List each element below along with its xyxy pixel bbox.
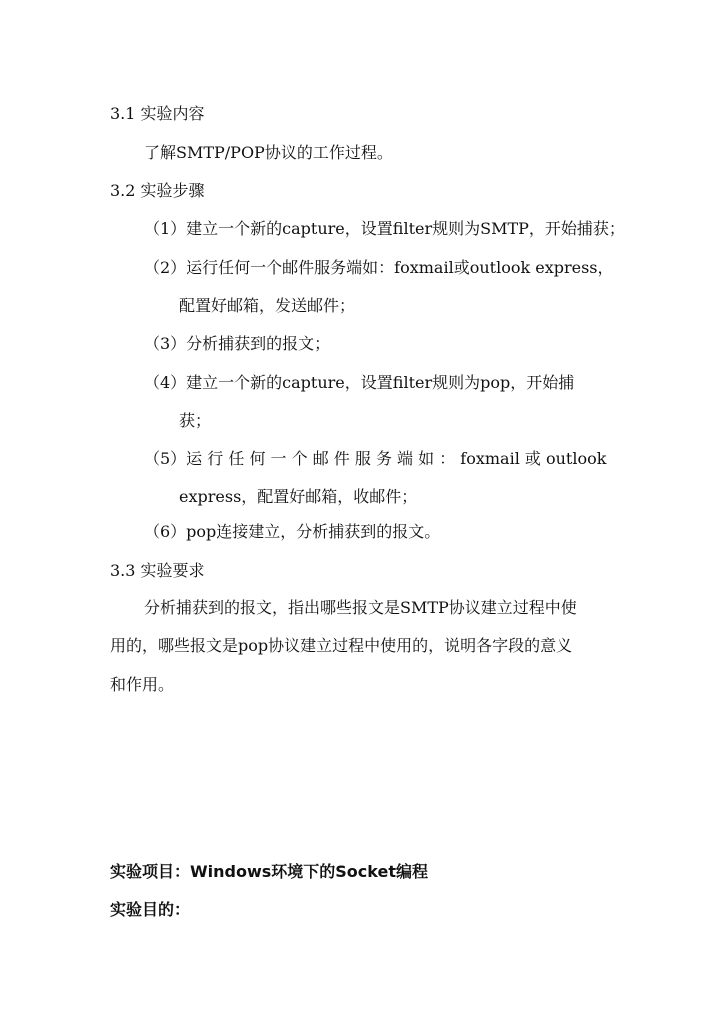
section-3-1-body: 了解SMTP/POP协议的工作过程。 (144, 143, 393, 162)
project-title: 实验项目：Windows环境下的Socket编程 (110, 862, 428, 881)
section-3-3-body-line-3: 和作用。 (110, 675, 175, 694)
section-3-2-heading: 3.2 实验步骤 (110, 181, 205, 200)
project-purpose-label: 实验目的： (110, 900, 191, 919)
step-5-line-2: express，配置好邮箱，收邮件； (179, 487, 418, 506)
step-1-line-1: （1）建立一个新的capture，设置filter规则为SMTP，开始捕获； (144, 219, 625, 238)
step-4-line-1: （4）建立一个新的capture，设置filter规则为pop，开始捕 (144, 373, 575, 392)
section-3-3-heading: 3.3 实验要求 (110, 561, 205, 580)
section-3-3-body-line-2: 用的，哪些报文是pop协议建立过程中使用的，说明各字段的意义 (110, 636, 573, 655)
section-3-1-heading: 3.1 实验内容 (110, 104, 205, 123)
step-6-line-1: （6）pop连接建立，分析捕获到的报文。 (144, 522, 441, 541)
section-3-3-body-line-1: 分析捕获到的报文，指出哪些报文是SMTP协议建立过程中使 (144, 598, 577, 617)
step-2-line-2: 配置好邮箱，发送邮件； (179, 296, 356, 315)
step-5-line-1: （5）运 行 任 何 一 个 邮 件 服 务 端 如 ： foxmail 或 outlook (144, 449, 607, 468)
step-2-line-1: （2）运行任何一个邮件服务端如：foxmail或outlook express， (144, 258, 614, 277)
step-3-line-1: （3）分析捕获到的报文； (144, 334, 331, 353)
step-4-line-2: 获； (179, 411, 212, 430)
